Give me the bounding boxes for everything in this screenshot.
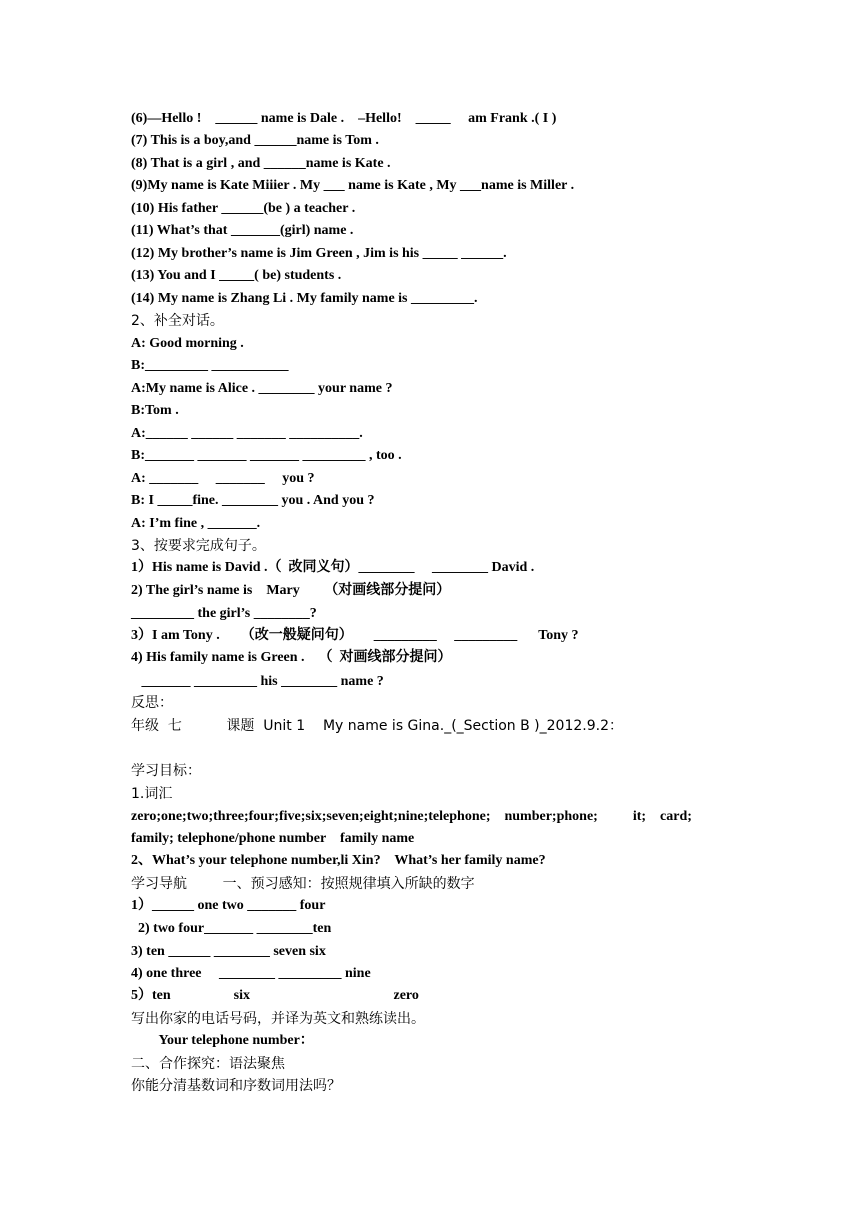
exercise-line-14: (14) My name is Zhang Li . My family name is _________. [131,291,478,306]
exercise-line-13: (13) You and I _____( be) students . [131,268,342,283]
sentence-line: 2) The girl’s name is Mary （对画线部分提问） [131,583,451,598]
dialogue-line: A:My name is Alice . ________ your name ? [131,381,393,396]
section-heading-dialogue: 2、补全对话。 [131,313,224,329]
reflection-label: 反思： [131,695,173,711]
number-sequence-line: 4) one three ________ _________ nine [131,966,371,981]
sentence-line: 1）His name is David .（ 改同义句）________ ________ David . [131,560,535,575]
sentence-line: _______ _________ his ________ name ? [131,674,384,689]
learning-goals-label: 学习目标： [131,763,201,779]
exercise-line-6: (6)—Hello ! ______ name is Dale . –Hello! _____ am Frank .( I ) [131,111,557,126]
exercise-line-11: (11) What’s that _______(girl) name . [131,223,354,238]
sentence-line: 4) His family name is Green . （ 对画线部分提问） [131,650,452,665]
dialogue-line: A:______ ______ _______ __________. [131,426,363,441]
exercise-line-7: (7) This is a boy,and ______name is Tom . [131,133,379,148]
dialogue-line: A: _______ _______ you ? [131,471,315,486]
sentence-goal-line: 2、What’s your telephone number,li Xin? What’s her family name? [131,853,546,868]
lesson-header: 年级 七 课题 Unit 1 My name is Gina._(_Section B )_2012.9.2： [131,718,623,734]
cooperation-heading: 二、合作探究：语法聚焦 [131,1056,285,1072]
number-sequence-line: 1）______ one two _______ four [131,898,326,913]
phone-instruction: 写出你家的电话号码，并译为英文和熟练读出。 [131,1011,425,1027]
phone-number-line: Your telephone number： [131,1033,314,1048]
vocabulary-label: 1.词汇 [131,786,173,802]
exercise-line-9: (9)My name is Kate Miiier . My ___ name is Kate , My ___name is Miller . [131,178,575,193]
sentence-line: 3）I am Tony . （改一般疑问句） _________ _________ Tony ? [131,628,579,643]
dialogue-line: B:Tom . [131,403,179,418]
question-line: 你能分清基数词和序数词用法吗？ [131,1078,341,1094]
dialogue-line: A: Good morning . [131,336,244,351]
dialogue-line: B:_______ _______ _______ _________ , too . [131,448,402,463]
exercise-line-10: (10) His father ______(be ) a teacher . [131,201,356,216]
number-sequence-line: 3) ten ______ ________ seven six [131,944,326,959]
sentence-line: _________ the girl’s ________? [131,606,317,621]
vocabulary-line: zero;one;two;three;four;five;six;seven;eight;nine;telephone; number;phone; it; card; [131,809,692,824]
vocabulary-line: family; telephone/phone number family name [131,831,415,846]
exercise-line-8: (8) That is a girl , and ______name is Kate . [131,156,391,171]
dialogue-line: B:_________ ___________ [131,358,289,373]
guide-heading: 学习导航 一、预习感知：按照规律填入所缺的数字 [131,876,475,892]
dialogue-line: B: I _____fine. ________ you . And you ? [131,493,375,508]
section-heading-sentences: 3、按要求完成句子。 [131,538,266,554]
exercise-line-12: (12) My brother’s name is Jim Green , Jim is his _____ ______. [131,246,507,261]
number-sequence-line: 5）ten six zero [131,988,419,1003]
dialogue-line: A: I’m fine , _______. [131,516,261,531]
number-sequence-line: 2) two four_______ ________ten [131,921,332,936]
